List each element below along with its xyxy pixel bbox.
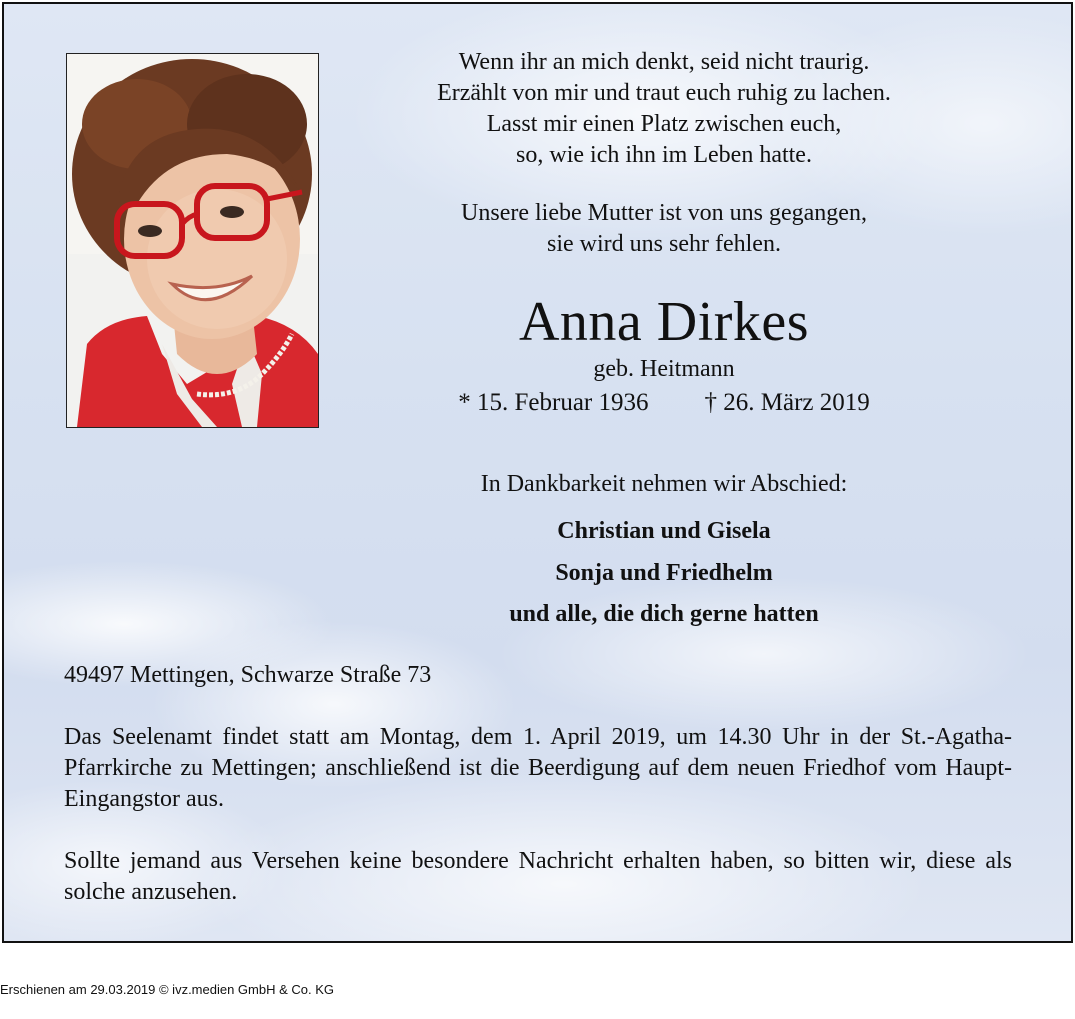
poem-line: Wenn ihr an mich denkt, seid nicht traurig. <box>458 49 870 75</box>
poem-line: so, wie ich ihn im Leben hatte. <box>516 142 812 168</box>
publication-footer: Erschienen am 29.03.2019 © ivz.medien GmbH & Co. KG <box>0 982 335 997</box>
deceased-name: Anna Dirkes <box>518 291 810 353</box>
mourner-line: Sonja und Friedhelm <box>555 560 773 586</box>
birth-date: * 15. Februar 1936 <box>458 389 649 416</box>
poem-line: Lasst mir einen Platz zwischen euch, <box>486 111 842 137</box>
intro-line: sie wird uns sehr fehlen. <box>547 231 781 257</box>
portrait-photo <box>66 53 319 428</box>
life-dates <box>334 388 994 418</box>
death-date: † 26. März 2019 <box>704 389 870 416</box>
notice-paragraph: Sollte jemand aus Versehen keine besondere Nachricht erhalten haben, so bitten wir, diese als solche anzusehen. <box>64 848 1012 905</box>
obituary-card <box>2 2 1073 943</box>
poem <box>334 47 994 171</box>
mourner-line: und alle, die dich gerne hatten <box>509 601 819 627</box>
poem-line: Erzählt von mir und traut euch ruhig zu lachen. <box>437 80 891 106</box>
address: 49497 Mettingen, Schwarze Straße 73 <box>64 662 432 688</box>
mourner-line: Christian und Gisela <box>557 518 771 544</box>
thanks-line: In Dankbarkeit nehmen wir Abschied: <box>480 471 848 497</box>
intro-text <box>334 198 994 260</box>
maiden-name: geb. Heitmann <box>593 356 735 382</box>
service-paragraph: Das Seelenamt findet statt am Montag, dem 1. April 2019, um 14.30 Uhr in der St.-Agatha-Pfarrkirche zu Mettingen; anschließend ist die Beerdigung auf dem neuen Friedhof vom Haupt-Eingangstor aus. <box>64 724 1012 812</box>
intro-line: Unsere liebe Mutter ist von uns gegangen, <box>461 200 867 226</box>
